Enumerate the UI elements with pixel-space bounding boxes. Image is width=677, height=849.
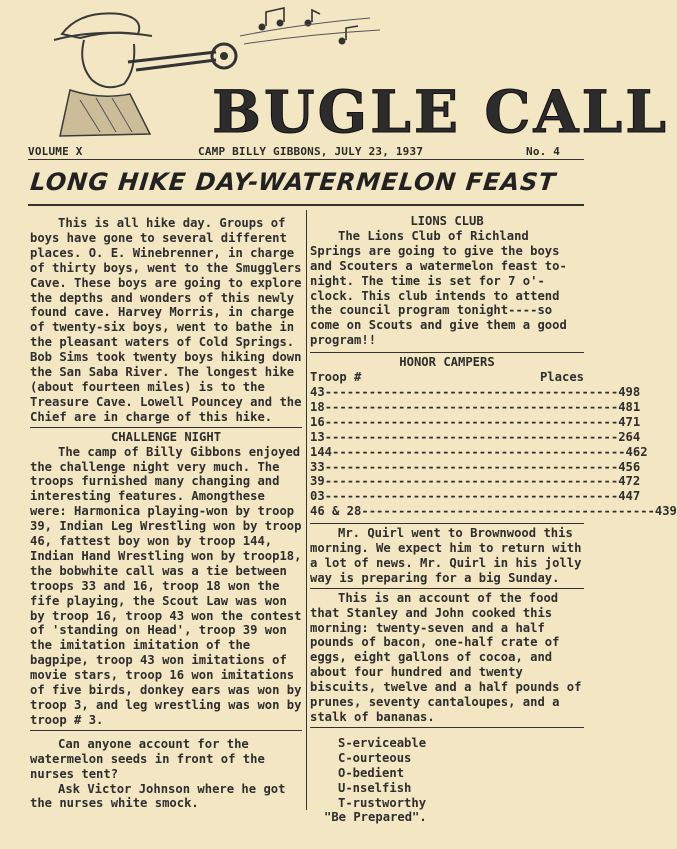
motto-line: T-rustworthy <box>338 795 427 810</box>
honor-troop: 46 & 28 <box>310 504 362 519</box>
challenge-article: The camp of Billy Gibbons enjoyed the challenge night very much. The troops furnished many changing and interesting features. Amongthese were: Harmonica playing-won by troop 39, Indian Leg Wrestling won by troop 46, fattest boy won by troop 144, Indian Hand Wrestling won by troop18, the bobwhite call was a tie between troops 33 and 16, troop 18 won the fife playing, the Scout Law was won by troop 16, troop 43 won the contest of 'standing on Head', troop 39 won the imitation imitation of the bagpipe, troop 43 won imitations of movie stars, troop 16 won imitations of five birds, donkey ears was won by troop 3, and leg wrestling was won by troop # 3. <box>30 444 302 727</box>
honor-troop: 39 <box>310 474 325 489</box>
honor-troop: 16 <box>310 414 325 429</box>
honor-places: 456 <box>618 459 641 474</box>
issue-number: No. 4 <box>526 145 561 158</box>
honor-row <box>310 384 641 400</box>
honor-row <box>310 504 677 519</box>
motto-line: U-nselfish <box>338 780 412 795</box>
divider <box>30 730 302 731</box>
masthead-bugler-illustration <box>40 4 670 146</box>
troop-header: Troop # <box>310 370 362 385</box>
leader-dashes: ---------------------------------------- <box>324 414 619 429</box>
honor-places: 264 <box>618 429 641 444</box>
honor-places: 472 <box>618 474 641 489</box>
watermelon-note: Can anyone account for the watermelon seeds in front of the nurses tent? <box>30 736 265 781</box>
quirl-article: Mr. Quirl went to Brownwood this morning. We expect him to return with a lot of news. Mr. Quirl in his jolly way is preparing for a big Sunday. <box>310 526 582 585</box>
headline-rule <box>28 204 584 206</box>
honor-places: 447 <box>618 489 641 504</box>
leader-dashes: ---------------------------------------- <box>324 384 619 399</box>
motto-line: S-erviceable <box>338 735 427 750</box>
honor-troop: 13 <box>310 429 325 444</box>
headline: LONG HIKE DAY-WATERMELON FEAST <box>28 168 558 196</box>
divider <box>310 727 584 728</box>
dateline: CAMP BILLY GIBBONS, JULY 23, 1937 <box>198 145 424 158</box>
be-prepared: "Be Prepared". <box>324 810 427 825</box>
lions-title: LIONS CLUB <box>410 214 484 228</box>
honor-title: HONOR CAMPERS <box>399 355 495 370</box>
honor-list <box>310 384 677 519</box>
leader-dashes: ---------------------------------------- <box>361 504 655 519</box>
honor-places: 471 <box>618 414 641 429</box>
leader-dashes: ---------------------------------------- <box>324 429 619 444</box>
divider <box>30 427 302 428</box>
food-article: This is an account of the food that Stanley and John cooked this morning: twenty-seven and a half pounds of bacon, one-half crate of eggs, eight gallons of cocoa, and about four hundred and twenty biscuits, twelve and a half pounds of prunes, seventy cantaloupes, and a stalk of bananas. <box>310 590 582 724</box>
divider <box>310 588 584 589</box>
leader-dashes: ---------------------------------------- <box>332 444 626 459</box>
honor-troop: 144 <box>310 444 333 459</box>
scout-motto <box>310 736 584 811</box>
challenge-title: CHALLENGE NIGHT <box>110 429 222 444</box>
leader-dashes: ---------------------------------------- <box>324 474 619 489</box>
leader-dashes: ---------------------------------------- <box>324 459 619 474</box>
honor-row <box>310 489 641 504</box>
divider <box>310 352 584 353</box>
left-column <box>30 216 302 811</box>
honor-places: 498 <box>618 384 641 399</box>
honor-troop: 18 <box>310 399 325 414</box>
right-column <box>310 214 677 825</box>
honor-troop: 03 <box>310 489 325 504</box>
honor-row <box>310 414 641 430</box>
leader-dashes: ---------------------------------------- <box>324 399 619 414</box>
lions-article: The Lions Club of Richland Springs are going to give the boys and Scouters a watermelon feast to-night. The time is set for 7 o'-clock. This club intends to attend the council program tonight----so come on Scouts and give them a good program!! <box>310 228 567 348</box>
honor-header <box>310 370 584 385</box>
masthead-rule <box>28 159 584 160</box>
honor-row <box>310 444 648 460</box>
masthead-title: BUGLE CALL <box>212 78 670 146</box>
leader-dashes: ---------------------------------------- <box>324 489 619 504</box>
honor-row <box>310 474 641 489</box>
honor-places: 481 <box>618 399 641 414</box>
divider <box>310 523 584 524</box>
motto-line: C-ourteous <box>338 750 412 765</box>
honor-row <box>310 399 641 415</box>
honor-places: 439 <box>654 504 677 519</box>
honor-row <box>310 459 641 475</box>
places-header: Places <box>539 370 584 385</box>
honor-row <box>310 429 641 445</box>
smock-note: Ask Victor Johnson where he got the nurses white smock. <box>30 781 286 811</box>
honor-places: 462 <box>625 444 648 459</box>
volume-label: VOLUME X <box>28 145 83 158</box>
honor-troop: 33 <box>310 459 325 474</box>
honor-troop: 43 <box>310 384 325 399</box>
column-divider <box>306 210 307 810</box>
hike-article: This is all hike day. Groups of boys have gone to several different places. O. E. Winebrenner, in charge of thirty boys, went to the Smugglers Cave. These boys are going to explore the depths and wonders of this newly found cave. Harvey Morris, in charge of twenty-six boys, went to bathe in the pleasant waters of Cold Springs. Bob Sims took twenty boys hiking down the San Saba River. The longest hike (about fourteen miles) is to the Treasure Cave. Lowell Pouncey and the Chief are in charge of this hike. <box>30 216 302 424</box>
info-bar <box>28 145 580 159</box>
motto-line: O-bedient <box>338 765 405 780</box>
